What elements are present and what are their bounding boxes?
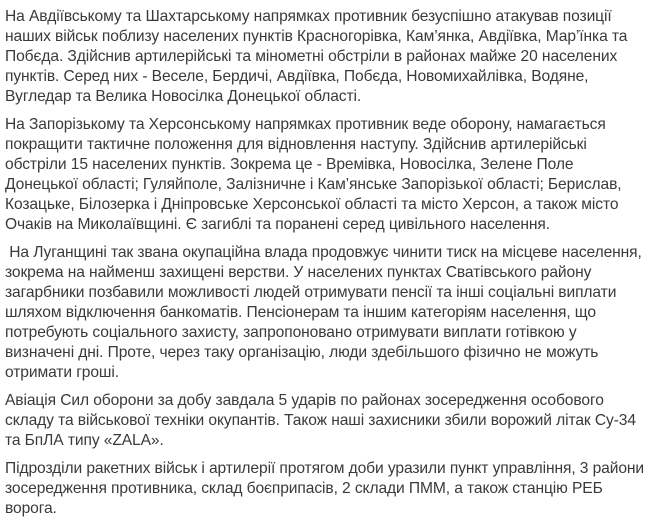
report-paragraph-aviation: Авіація Сил оборони за добу завдала 5 ударів по районах зосередження особового складу та військової техніки окупантів. Також наші захисники збили ворожий літак Су-34 та БпЛА типу «ZALA».: [5, 392, 641, 449]
report-paragraph-zaporizhzhia-kherson: На Запорізькому та Херсонському напрямках противник веде оборону, намагається покращити тактичне положення для відновлення наступу. Здійснив артилерійські обстріли 15 населених пунктів. Зокрема це - Времівка, Новосілка, Зелене Поле Донецької області; Гуляйполе, Залізничне і Кам’янське Запорізької області; Берислав, Козацьке, Білозерка і Дніпровське Херсонської області та місто Херсон, а також місто Очаків на Миколаївщині. Є загиблі та поранені серед цивільного населення.: [5, 116, 626, 233]
report-paragraph-avdiivka-shakhtarsk: На Авдіївському та Шахтарському напрямках противник безуспішно атакував позиції наших військ поблизу населених пунктів Красногорівка, Кам’янка, Авдіївка, Мар’їнка та Побєда. Здійснив артилерійські та мінометні обстріли в районах майже 20 населених пунктів. Серед них - Веселе, Бердичі, Авдіївка, Побєда, Новомихайлівка, Водяне, Вугледар та Велика Новосілка Донецької області.: [5, 8, 632, 105]
report-paragraph-missile-artillery: Підрозділи ракетних військ і артилерії протягом доби уразили пункт управління, 3 райони зосередження противника, склад боєприпасів, 2 склади ПММ, а також станцію РЕБ ворога.: [5, 460, 649, 517]
report-paragraph-luhansk: На Луганщині так звана окупаційна влада продовжує чинити тиск на місцеве населення, зокрема на найменш захищені верстви. У населених пунктах Сватівського району загарбники позбавили можливості людей отримувати пенсії та інші соціальні виплати шляхом відключення банкоматів. Пенсіонерам та іншим категоріям населення, що потребують соціального захисту, запропоновано отримувати виплати готівкою у визначені дні. Проте, через таку організацію, люди здебільшого фізично не можуть отримати гроші.: [5, 244, 646, 381]
